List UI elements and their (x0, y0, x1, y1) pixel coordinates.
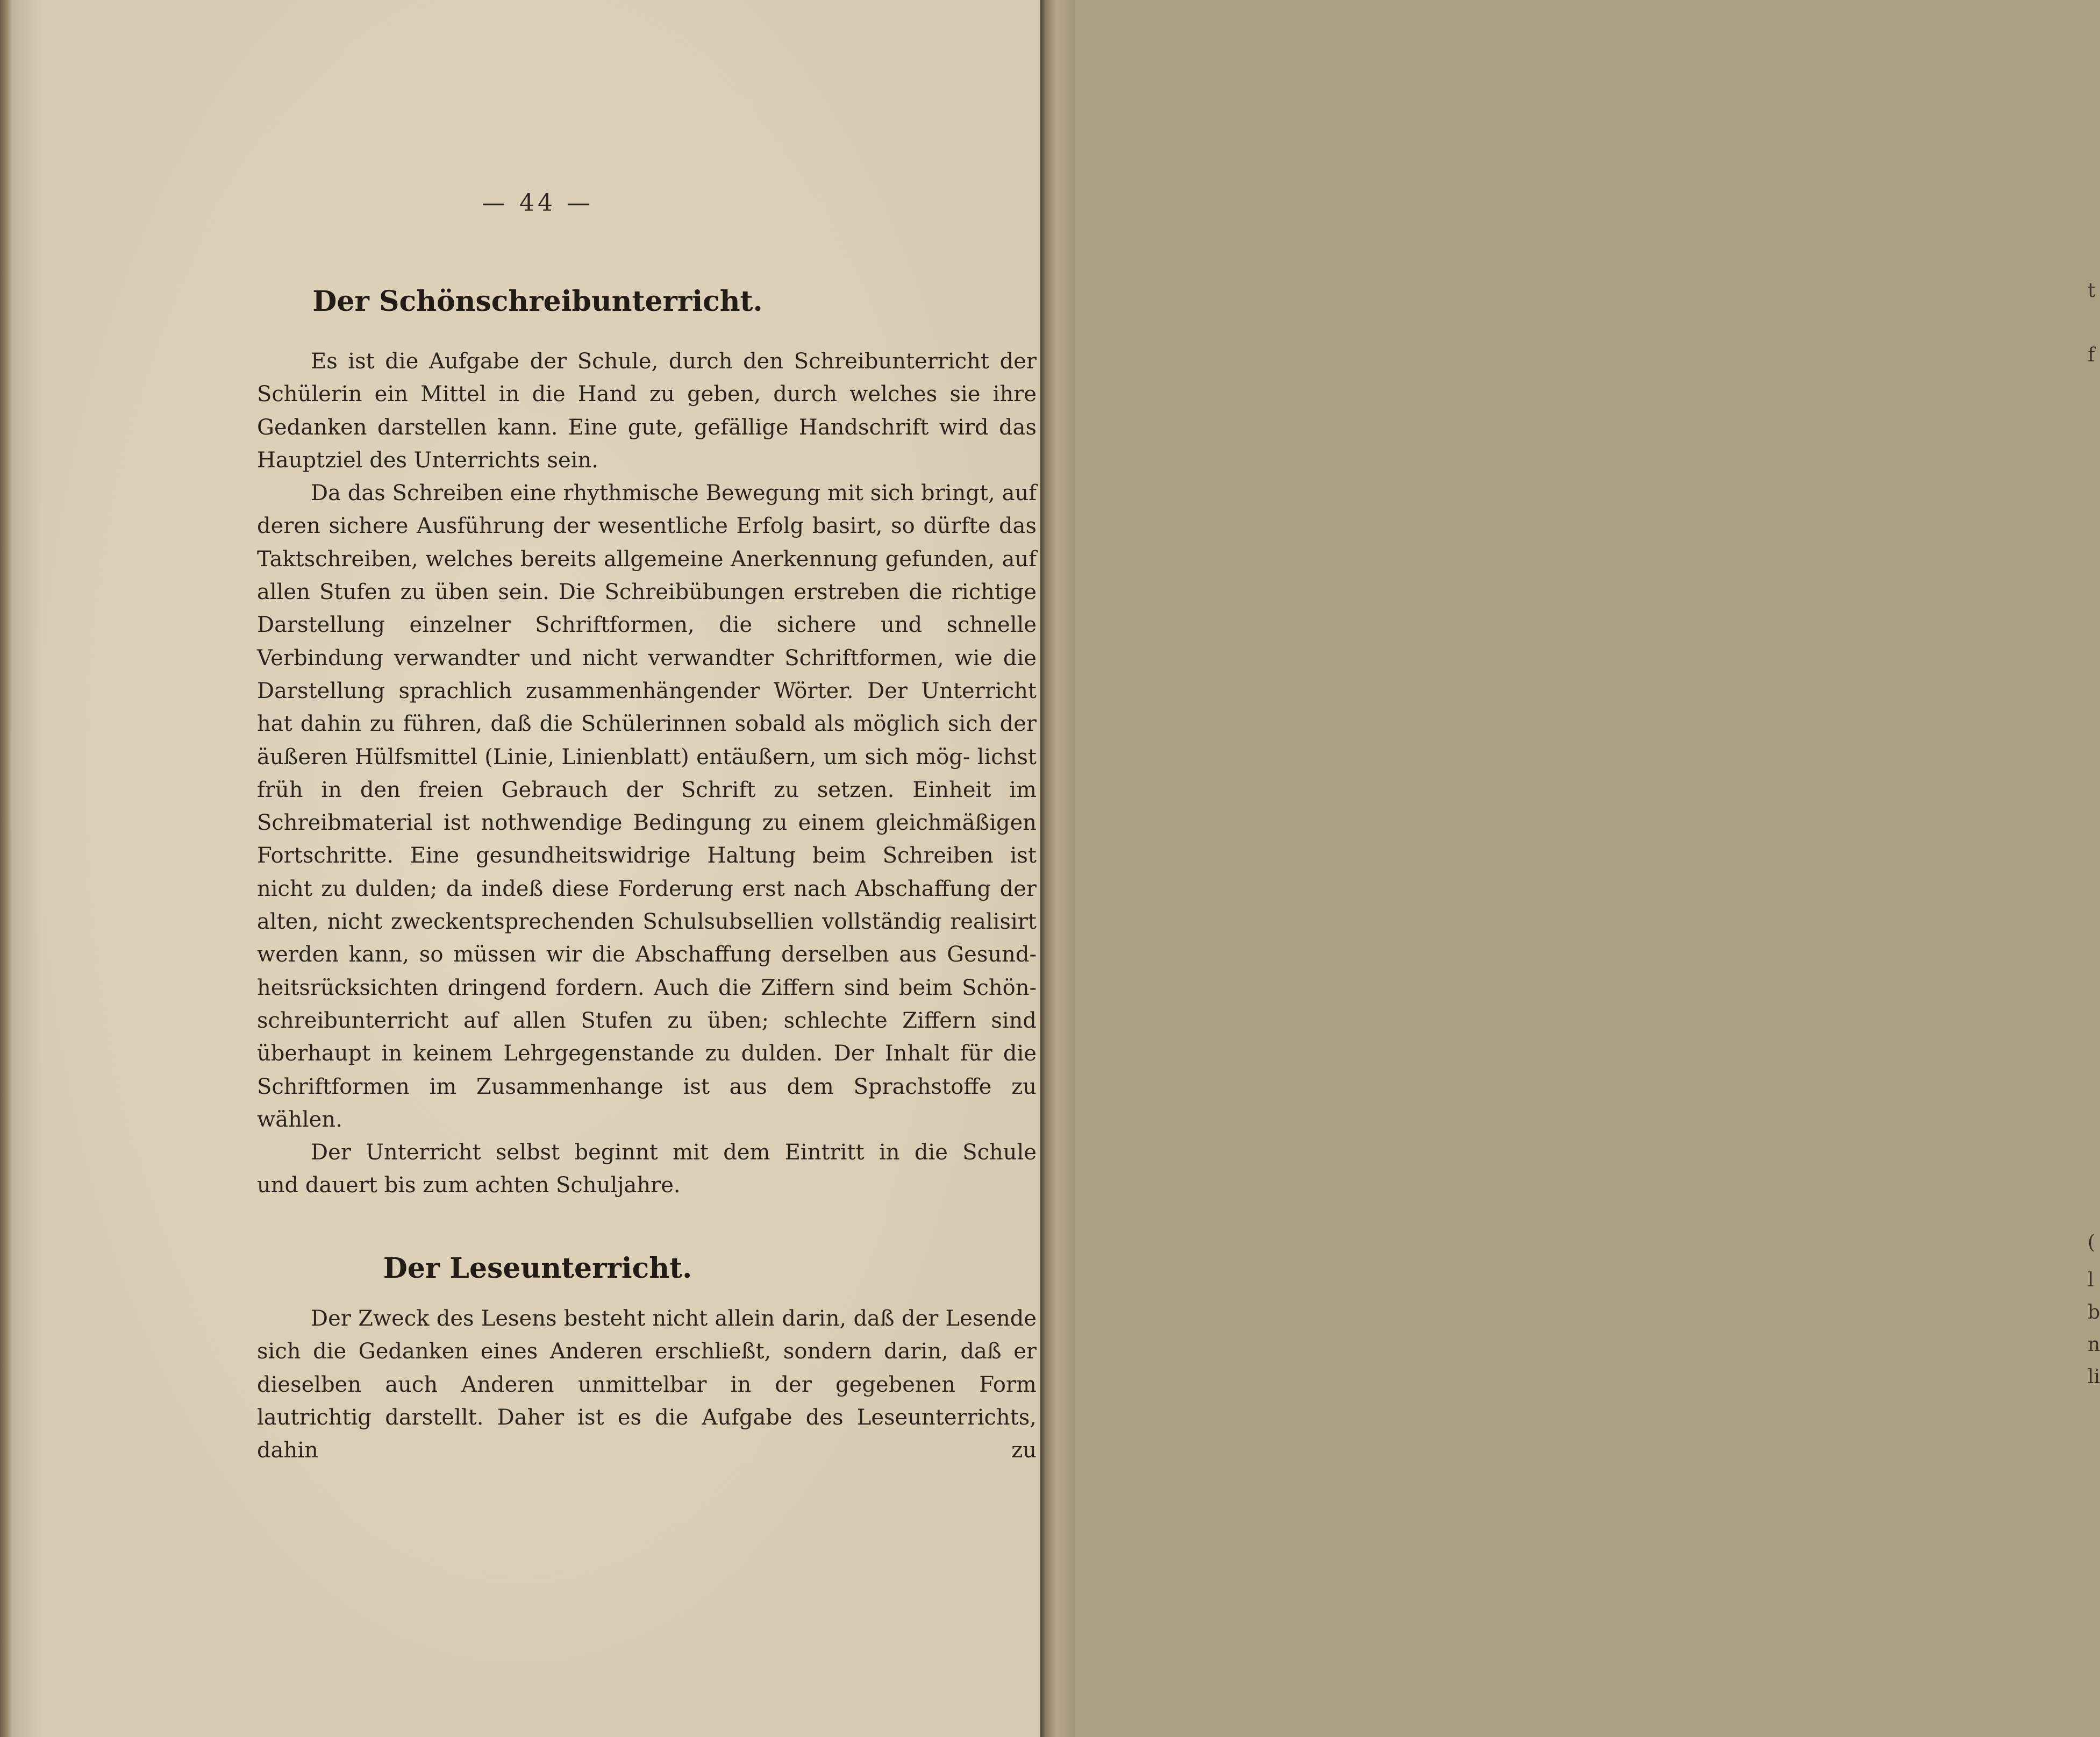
text-line: und dauert bis zum achten Schuljahre. (257, 1173, 681, 1198)
text-line: Der Zweck des Lesens besteht nicht allein darin, daß der Lesende (311, 1306, 1037, 1331)
adjacent-page-fragment: t (2088, 280, 2096, 302)
adjacent-page-fragment: ( (2088, 1231, 2096, 1254)
text-line: lichst früh in den freien Gebrauch der Schrift zu setzen. Einheit im (257, 744, 1037, 802)
section-body-schoenschreibunterricht (257, 345, 1037, 1202)
adjacent-page-fragment: l (2088, 1269, 2094, 1291)
text-line: die Schriftformen im Zusammenhange ist aus dem Sprachstoffe zu (257, 1041, 1037, 1099)
text-line: auf allen Stufen zu üben sein. Die Schreibübungen erstreben die (257, 546, 1037, 605)
text-line: Schülerin ein Mittel in die Hand zu geben, durch welches sie ihre (257, 382, 1037, 407)
section-heading-schoenschreibunterricht: Der Schönschreibunterricht. (312, 285, 763, 318)
text-line: Da das Schreiben eine rhythmische Bewegung mit sich bringt, (311, 481, 995, 506)
text-line: Der Unterricht selbst beginnt mit dem Eintritt in die Schule (311, 1140, 1037, 1165)
paragraph-3-last-line (257, 1169, 1037, 1202)
text-line: Es ist die Aufgabe der Schule, durch den Schreibunterricht der (311, 349, 1037, 374)
paragraph-1 (257, 345, 1037, 444)
paragraph-4 (257, 1302, 1037, 1467)
text-line: alten, nicht zweckentsprechenden Schulsubsellien vollständig realisirt (257, 909, 1037, 935)
text-line: Schreibmaterial ist nothwendige Bedingung zu einem gleichmäßigen (257, 810, 1037, 836)
paragraph-2 (257, 477, 1037, 1104)
adjacent-page-fragment: b (2088, 1301, 2100, 1323)
text-line: Darstellung sprachlich zusammenhängender Wörter. Der Unterricht (257, 678, 1037, 703)
book-page (0, 0, 1040, 1737)
text-line: richtige Darstellung einzelner Schriftformen, die sichere und schnelle (257, 580, 1037, 638)
text-line: nicht zu dulden; da indeß diese Forderung erst nach Abschaffung der (257, 876, 1037, 901)
text-line: darstellt. Daher ist es die Aufgabe des Leseunterrichts, dahin zu (257, 1405, 1037, 1463)
text-line: Verbindung verwandter und nicht verwandter Schriftformen, wie die (257, 645, 1037, 671)
text-line: schreibunterricht auf allen Stufen zu üben; schlechte Ziffern sind (257, 1008, 1037, 1033)
text-line: der äußeren Hülfsmittel (Linie, Linienblatt) entäußern, um sich mög- (257, 711, 1037, 770)
page-gutter-shadow (0, 0, 12, 1737)
adjacent-page-edge (1040, 0, 2100, 1737)
adjacent-page-fragment: n (2088, 1334, 2100, 1356)
page-number: — 44 — (482, 189, 594, 217)
text-line: überhaupt in keinem Lehrgegenstande zu dulden. Der Inhalt für (257, 1041, 992, 1066)
text-line: heitsrücksichten dringend fordern. Auch die Ziffern sind beim Schön- (257, 975, 1037, 1000)
text-line: dieselben auch Anderen unmittelbar in der gegebenen Form lautrichtig (257, 1372, 1037, 1430)
text-line: Fortschritte. Eine gesundheitswidrige Haltung beim Schreiben ist (257, 843, 1037, 868)
section-heading-leseunterricht: Der Leseunterricht. (383, 1252, 692, 1285)
text-line: wählen. (257, 1107, 342, 1132)
text-line: werden kann, so müssen wir die Abschaffung derselben aus Gesund- (257, 942, 1037, 967)
paragraph-1-last-line (257, 444, 1037, 477)
text-line: das Taktschreiben, welches bereits allgemeine Anerkennung gefunden, (257, 514, 1037, 572)
text-line: Hauptziel des Unterrichts sein. (257, 447, 598, 473)
section-body-leseunterricht (257, 1302, 1037, 1467)
text-line: hat dahin zu führen, daß die Schülerinnen sobald als möglich sich (257, 711, 992, 737)
text-line: Gedanken darstellen kann. Eine gute, gefällige Handschrift wird das (257, 415, 1037, 440)
adjacent-page-fragment: li (2088, 1366, 2100, 1388)
adjacent-page-fragment: f (2088, 344, 2095, 366)
paragraph-2-last-line (257, 1104, 1037, 1136)
paragraph-3 (257, 1136, 1037, 1169)
text-line: sich die Gedanken eines Anderen erschließt, sondern darin, daß er (257, 1339, 1037, 1364)
text-line: auf deren sichere Ausführung der wesentliche Erfolg basirt, so dürfte (257, 481, 1037, 539)
